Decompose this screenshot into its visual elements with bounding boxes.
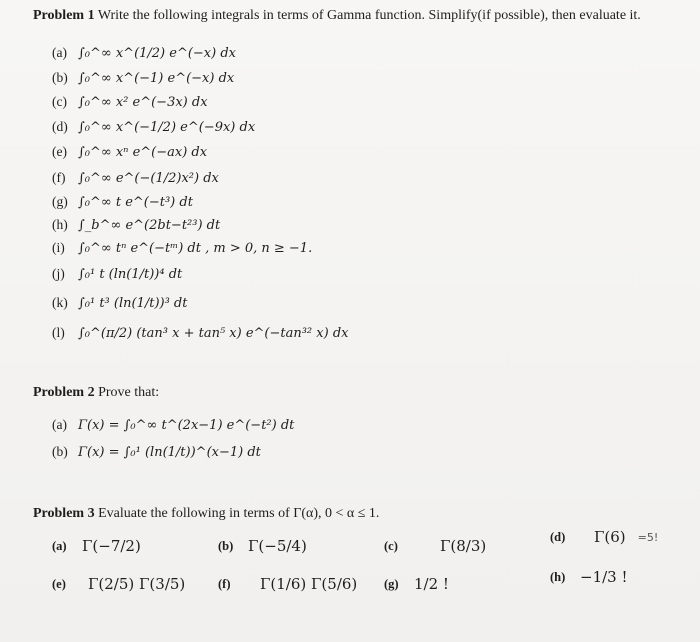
problem-2-item-a: [52, 417, 294, 433]
item-expression: Γ(6): [594, 528, 626, 546]
item-expression: ∫₀^∞ tⁿ e^(−tᵐ) dt , m > 0, n ≥ −1.: [78, 241, 313, 256]
item-label: (i): [52, 240, 65, 255]
item-label: (e): [52, 576, 66, 591]
item-label: (b): [52, 444, 68, 459]
item-expression: Γ(x) = ∫₀¹ (ln(1/t))^(x−1) dt: [78, 445, 261, 460]
item-expression: ∫₀^∞ x^(1/2) e^(−x) dx: [78, 46, 236, 61]
item-label: (h): [550, 569, 566, 584]
item-expression: −1/3 !: [580, 568, 628, 586]
problem-3-item-h: [550, 568, 628, 586]
item-label: (e): [52, 144, 67, 159]
problem-1-item-k: [52, 295, 187, 311]
problem-3-item-b: [218, 537, 307, 555]
problem-3-instruction: Evaluate the following in terms of Γ(α), 0 < α ≤ 1.: [98, 506, 380, 521]
item-expression: ∫₀^∞ x^(−1/2) e^(−9x) dx: [78, 120, 256, 135]
item-expression: ∫₀^(π/2) (tan³ x + tan⁵ x) e^(−tan³² x) dx: [78, 326, 349, 341]
problem-1-item-l: [52, 325, 348, 341]
item-expression: Γ(x) = ∫₀^∞ t^(2x−1) e^(−t²) dt: [78, 418, 295, 433]
item-label: (k): [52, 295, 68, 310]
item-expression: ∫₀¹ t³ (ln(1/t))³ dt: [78, 296, 188, 311]
problem-3-item-c: [384, 537, 486, 555]
item-label: (g): [384, 576, 399, 591]
item-expression: Γ(−7/2): [82, 537, 141, 555]
item-expression: ∫₀^∞ x^(−1) e^(−x) dx: [78, 71, 235, 86]
item-expression: 1/2 !: [414, 575, 449, 593]
problem-2-heading: Problem 2: [33, 385, 95, 400]
item-expression: Γ(−5/4): [248, 537, 307, 555]
item-label: (l): [52, 325, 65, 340]
item-label: (c): [52, 94, 67, 109]
item-label: (d): [52, 119, 68, 134]
item-label: (a): [52, 45, 67, 60]
item-expression: ∫_b^∞ e^(2bt−t²³) dt: [78, 218, 221, 233]
problem-3-item-d: [550, 528, 658, 546]
item-expression: Γ(8/3): [440, 537, 487, 555]
problem-1-item-f: [52, 170, 219, 186]
item-label: (b): [218, 538, 234, 553]
problem-1-item-e: [52, 144, 207, 160]
problem-3-item-f: [218, 575, 357, 593]
problem-3-statement: [33, 506, 379, 522]
handwritten-note: =5!: [637, 530, 659, 544]
item-label: (d): [550, 529, 566, 544]
problem-3-item-e: [52, 575, 185, 593]
item-expression: ∫₀^∞ xⁿ e^(−ax) dx: [78, 145, 208, 160]
problem-1-item-h: [52, 217, 220, 233]
item-label: (f): [218, 576, 231, 591]
problem-1-heading: Problem 1: [33, 8, 95, 23]
item-expression: Γ(2/5) Γ(3/5): [88, 575, 186, 593]
problem-2-instruction: Prove that:: [98, 385, 160, 400]
item-expression: ∫₀^∞ t e^(−t³) dt: [78, 195, 193, 210]
item-expression: ∫₀¹ t (ln(1/t))⁴ dt: [78, 267, 183, 282]
item-label: (b): [52, 70, 68, 85]
item-label: (h): [52, 217, 68, 232]
problem-2-item-b: [52, 444, 261, 460]
problem-1-instruction: Write the following integrals in terms of Gamma function. Simplify(if possible), then evaluate it.: [97, 8, 641, 23]
item-expression: Γ(1/6) Γ(5/6): [260, 575, 358, 593]
item-label: (a): [52, 417, 67, 432]
problem-3-item-g: [384, 575, 449, 593]
problem-1-item-i: [52, 240, 312, 256]
problem-3-item-a: [52, 537, 141, 555]
problem-1-item-j: [52, 266, 182, 282]
item-label: (a): [52, 538, 67, 553]
item-label: (f): [52, 170, 66, 185]
problem-2-statement: [33, 385, 159, 401]
problem-1-item-d: [52, 119, 255, 135]
problem-1-item-b: [52, 70, 234, 86]
problem-3-heading: Problem 3: [33, 506, 95, 521]
item-label: (c): [384, 538, 398, 553]
problem-1-statement: [33, 8, 641, 24]
item-expression: ∫₀^∞ x² e^(−3x) dx: [78, 95, 208, 110]
item-label: (g): [52, 194, 68, 209]
item-expression: ∫₀^∞ e^(−(1/2)x²) dx: [78, 171, 219, 186]
item-label: (j): [52, 266, 65, 281]
problem-1-item-a: [52, 45, 236, 61]
problem-1-item-c: [52, 94, 208, 110]
problem-1-item-g: [52, 194, 193, 210]
